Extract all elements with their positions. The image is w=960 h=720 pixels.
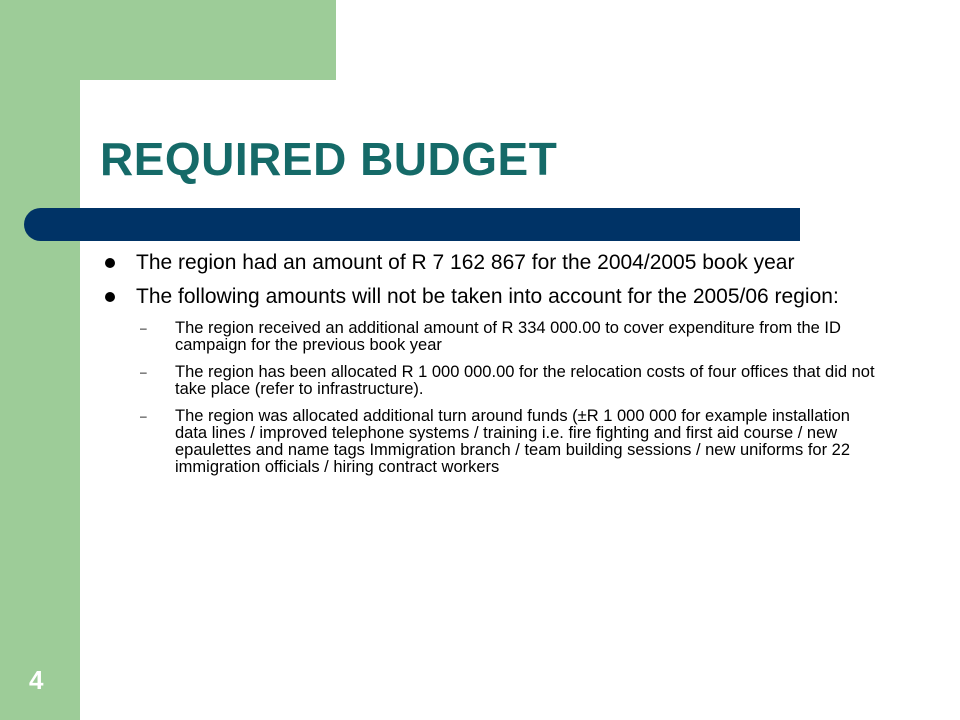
sub-bullet-item bbox=[140, 320, 875, 354]
page-number: 4 bbox=[29, 665, 44, 695]
bullet-text: The region had an amount of R 7 162 867 for the 2004/2005 book year bbox=[136, 251, 795, 274]
sub-bullet-text: The region was allocated additional turn around funds (±R 1 000 000 for example installation data lines / improved telephone systems / training i.e. fire fighting and first aid course / new epaulettes and name tags Immigration branch / team building sessions / new uniforms for 22 immigration officials / hiring contract workers bbox=[175, 407, 851, 476]
bullet-item bbox=[105, 286, 875, 308]
left-green-band bbox=[0, 0, 80, 720]
dash-icon: – bbox=[140, 321, 147, 335]
dash-icon: – bbox=[140, 365, 147, 379]
bullet-dot-icon bbox=[105, 258, 115, 268]
slide-title: REQUIRED BUDGET bbox=[100, 133, 558, 185]
sub-bullet-text: The region received an additional amount of R 334 000.00 to cover expenditure from the ID campaign for the previous book year bbox=[175, 319, 841, 354]
bullet-dot-icon bbox=[105, 292, 115, 302]
sub-bullet-text: The region has been allocated R 1 000 000.00 for the relocation costs of four offices that did not take place (refer to infrastructure). bbox=[175, 363, 875, 398]
bullet-text: The following amounts will not be taken into account for the 2005/06 region: bbox=[136, 285, 839, 308]
dash-icon: – bbox=[140, 409, 147, 423]
sub-bullet-item bbox=[140, 364, 875, 398]
top-green-band bbox=[0, 0, 336, 80]
title-underline-bar bbox=[24, 208, 800, 241]
slide-body bbox=[105, 252, 875, 486]
bullet-item bbox=[105, 252, 875, 274]
sub-bullet-item bbox=[140, 408, 875, 476]
